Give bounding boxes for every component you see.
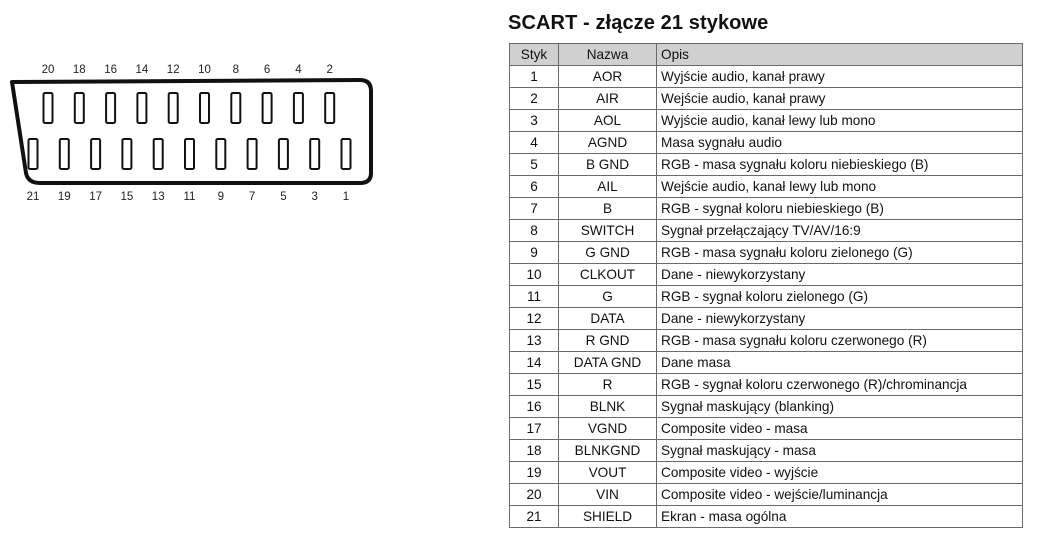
pin-number-cell: 13 bbox=[510, 330, 559, 352]
pin-label-bottom: 15 bbox=[120, 191, 134, 203]
pin-name-cell: DATA GND bbox=[559, 352, 657, 374]
pin-slot-top bbox=[75, 93, 84, 123]
pin-description-cell: Composite video - wyjście bbox=[657, 462, 1023, 484]
pin-label-bottom: 9 bbox=[217, 191, 225, 203]
pin-slot-bottom bbox=[60, 139, 69, 169]
pin-label-bottom: 21 bbox=[26, 191, 40, 203]
pin-slot-top bbox=[294, 93, 303, 123]
table-row bbox=[510, 88, 1023, 110]
pin-label-bottom: 1 bbox=[342, 191, 350, 203]
pin-label-top: 12 bbox=[166, 64, 180, 76]
pin-description-cell: Wyjście audio, kanał lewy lub mono bbox=[657, 110, 1023, 132]
pin-label-top: 18 bbox=[72, 64, 86, 76]
pin-number-cell: 9 bbox=[510, 242, 559, 264]
pin-slot-bottom bbox=[216, 139, 225, 169]
table-row bbox=[510, 330, 1023, 352]
pin-description-cell: Wyjście audio, kanał prawy bbox=[657, 66, 1023, 88]
table-row bbox=[510, 176, 1023, 198]
pin-number-cell: 10 bbox=[510, 264, 559, 286]
pin-name-cell: AOL bbox=[559, 110, 657, 132]
pin-number-cell: 2 bbox=[510, 88, 559, 110]
pin-slot-top bbox=[137, 93, 146, 123]
pin-description-cell: Dane masa bbox=[657, 352, 1023, 374]
pin-number-cell: 20 bbox=[510, 484, 559, 506]
pin-slot-bottom bbox=[154, 139, 163, 169]
pin-slot-bottom bbox=[248, 139, 257, 169]
pin-label-bottom: 3 bbox=[311, 191, 318, 203]
pin-label-bottom: 17 bbox=[89, 191, 102, 203]
pin-label-bottom: 5 bbox=[280, 191, 287, 203]
pin-name-cell: B bbox=[559, 198, 657, 220]
pin-slot-top bbox=[263, 93, 272, 123]
pin-number-cell: 17 bbox=[510, 418, 559, 440]
table-row bbox=[510, 242, 1023, 264]
table-row bbox=[510, 286, 1023, 308]
pin-name-cell: R GND bbox=[559, 330, 657, 352]
pin-label-top: 16 bbox=[104, 64, 117, 76]
pin-description-cell: Dane - niewykorzystany bbox=[657, 308, 1023, 330]
pin-number-cell: 4 bbox=[510, 132, 559, 154]
page-title: SCART - złącze 21 stykowe bbox=[508, 12, 769, 34]
pin-name-cell: AGND bbox=[559, 132, 657, 154]
pin-slot-top bbox=[325, 93, 334, 123]
pin-label-bottom: 13 bbox=[151, 191, 165, 203]
table-row bbox=[510, 352, 1023, 374]
pin-label-top: 14 bbox=[135, 64, 149, 76]
table-row bbox=[510, 418, 1023, 440]
pin-label-top: 6 bbox=[263, 64, 271, 76]
pin-slot-bottom bbox=[342, 139, 351, 169]
pin-description-cell: Sygnał przełączający TV/AV/16:9 bbox=[657, 220, 1023, 242]
pin-description-cell: Sygnał maskujący (blanking) bbox=[657, 396, 1023, 418]
pin-name-cell: AIR bbox=[559, 88, 657, 110]
scart-connector-drawing bbox=[0, 55, 400, 215]
pin-label-top: 10 bbox=[198, 64, 211, 76]
pin-slot-top bbox=[106, 93, 115, 123]
pin-name-cell: VOUT bbox=[559, 462, 657, 484]
pin-name-cell: DATA bbox=[559, 308, 657, 330]
pin-name-cell: BLNK bbox=[559, 396, 657, 418]
pin-label-top: 20 bbox=[41, 64, 55, 76]
pin-description-cell: RGB - masa sygnału koloru zielonego (G) bbox=[657, 242, 1023, 264]
pin-description-cell: Composite video - masa bbox=[657, 418, 1023, 440]
pin-number-cell: 18 bbox=[510, 440, 559, 462]
pin-description-cell: Sygnał maskujący - masa bbox=[657, 440, 1023, 462]
table-row bbox=[510, 396, 1023, 418]
pin-name-cell: B GND bbox=[559, 154, 657, 176]
table-row bbox=[510, 220, 1023, 242]
pin-slot-bottom bbox=[310, 139, 319, 169]
table-row bbox=[510, 506, 1023, 528]
pin-slot-bottom bbox=[122, 139, 131, 169]
pin-label-bottom: 19 bbox=[57, 191, 71, 203]
pin-description-cell: Composite video - wejście/luminancja bbox=[657, 484, 1023, 506]
pin-number-cell: 12 bbox=[510, 308, 559, 330]
pin-name-cell: CLKOUT bbox=[559, 264, 657, 286]
pin-description-cell: Dane - niewykorzystany bbox=[657, 264, 1023, 286]
scart-connector-diagram bbox=[0, 55, 400, 215]
pin-name-cell: VIN bbox=[559, 484, 657, 506]
pin-name-cell: G GND bbox=[559, 242, 657, 264]
pin-number-cell: 3 bbox=[510, 110, 559, 132]
pin-description-cell: RGB - sygnał koloru niebieskiego (B) bbox=[657, 198, 1023, 220]
pin-description-cell: RGB - masa sygnału koloru niebieskiego (B) bbox=[657, 154, 1023, 176]
table-row bbox=[510, 484, 1023, 506]
pin-name-cell: G bbox=[559, 286, 657, 308]
table-row bbox=[510, 462, 1023, 484]
pin-slot-bottom bbox=[29, 139, 38, 169]
pin-slot-top bbox=[44, 93, 53, 123]
pin-description-cell: Wejście audio, kanał prawy bbox=[657, 88, 1023, 110]
pinout-table bbox=[509, 43, 1023, 528]
pin-label-bottom: 11 bbox=[183, 191, 196, 203]
pin-number-cell: 7 bbox=[510, 198, 559, 220]
table-row bbox=[510, 264, 1023, 286]
pin-slot-top bbox=[200, 93, 209, 123]
pin-label-top: 4 bbox=[295, 64, 302, 76]
pin-number-cell: 14 bbox=[510, 352, 559, 374]
pin-description-cell: RGB - masa sygnału koloru czerwonego (R) bbox=[657, 330, 1023, 352]
pin-number-cell: 8 bbox=[510, 220, 559, 242]
pin-slot-top bbox=[169, 93, 178, 123]
table-row bbox=[510, 132, 1023, 154]
pin-description-cell: RGB - sygnał koloru zielonego (G) bbox=[657, 286, 1023, 308]
pin-label-top: 8 bbox=[232, 64, 240, 76]
pin-number-cell: 21 bbox=[510, 506, 559, 528]
pin-slot-bottom bbox=[91, 139, 100, 169]
pin-name-cell: AOR bbox=[559, 66, 657, 88]
pin-slot-bottom bbox=[279, 139, 288, 169]
table-header-row bbox=[510, 44, 1023, 66]
header-nazwa: Nazwa bbox=[559, 44, 657, 66]
table-row bbox=[510, 198, 1023, 220]
pin-description-cell: Ekran - masa ogólna bbox=[657, 506, 1023, 528]
pin-number-cell: 6 bbox=[510, 176, 559, 198]
connector-outline bbox=[12, 80, 371, 183]
pin-number-cell: 15 bbox=[510, 374, 559, 396]
table-row bbox=[510, 374, 1023, 396]
pin-number-cell: 11 bbox=[510, 286, 559, 308]
pin-name-cell: SHIELD bbox=[559, 506, 657, 528]
pin-label-top: 2 bbox=[326, 64, 333, 76]
table-row bbox=[510, 308, 1023, 330]
pin-description-cell: RGB - sygnał koloru czerwonego (R)/chrominancja bbox=[657, 374, 1023, 396]
pin-label-bottom: 7 bbox=[248, 191, 256, 203]
pin-name-cell: SWITCH bbox=[559, 220, 657, 242]
table-row bbox=[510, 154, 1023, 176]
pin-number-cell: 5 bbox=[510, 154, 559, 176]
pin-slot-bottom bbox=[185, 139, 194, 169]
pin-number-cell: 16 bbox=[510, 396, 559, 418]
pin-name-cell: VGND bbox=[559, 418, 657, 440]
table-row bbox=[510, 440, 1023, 462]
pin-slot-top bbox=[231, 93, 240, 123]
pin-name-cell: AIL bbox=[559, 176, 657, 198]
pin-name-cell: BLNKGND bbox=[559, 440, 657, 462]
pin-description-cell: Masa sygnału audio bbox=[657, 132, 1023, 154]
pin-description-cell: Wejście audio, kanał lewy lub mono bbox=[657, 176, 1023, 198]
pin-name-cell: R bbox=[559, 374, 657, 396]
header-styk: Styk bbox=[510, 44, 559, 66]
table-row bbox=[510, 66, 1023, 88]
pin-number-cell: 19 bbox=[510, 462, 559, 484]
table-row bbox=[510, 110, 1023, 132]
header-opis: Opis bbox=[657, 44, 1023, 66]
pin-number-cell: 1 bbox=[510, 66, 559, 88]
